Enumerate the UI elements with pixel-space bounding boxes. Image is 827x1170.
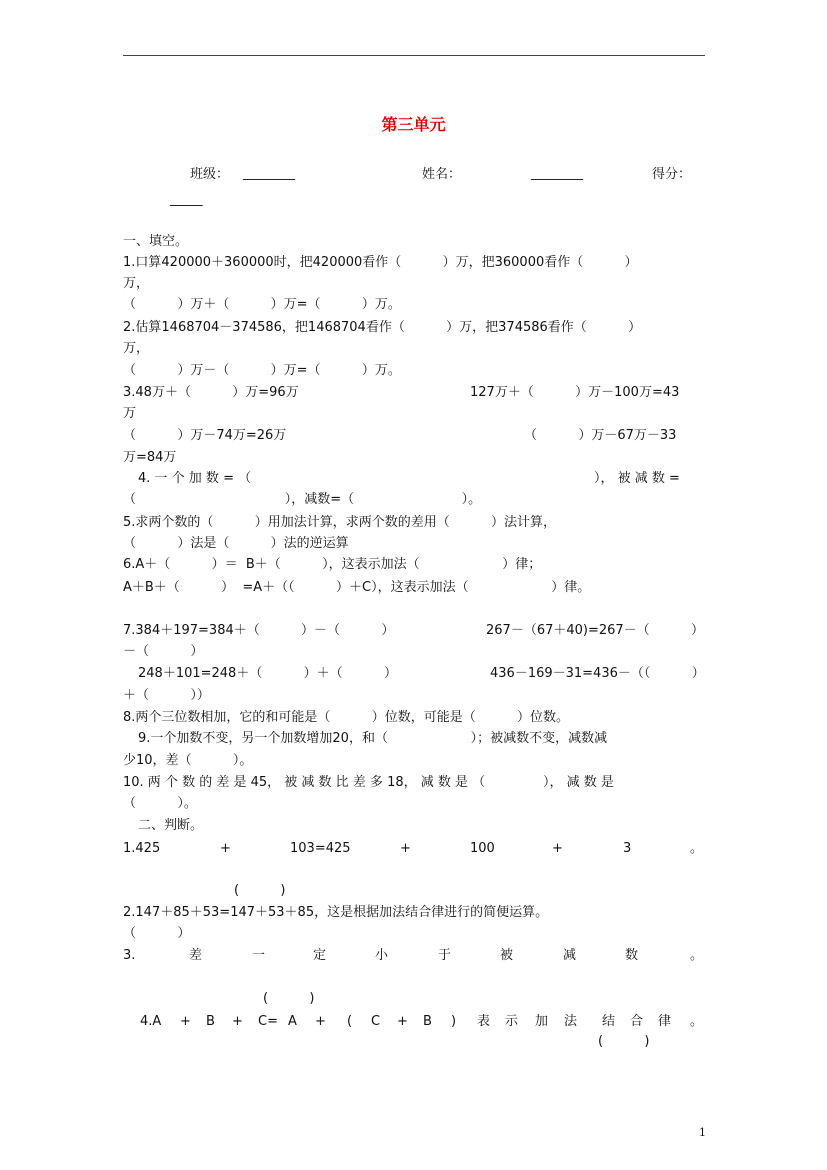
question-6: 6.A＋（ ）＝ B＋（ ），这表示加法（ ）律； xyxy=(123,557,542,572)
judge-1-answer: ( ) xyxy=(234,883,286,898)
judge-1-part: + xyxy=(552,841,563,856)
judge-4-part: B xyxy=(206,1014,215,1029)
name-label: 姓名： xyxy=(422,167,462,182)
header-rule xyxy=(123,55,705,56)
judge-4-part: ) xyxy=(451,1014,457,1029)
judge-4-part: 。 xyxy=(690,1014,704,1029)
judge-2-answer: （ ） xyxy=(123,926,191,941)
question-7-right: 267－（67＋40)=267－（ ） xyxy=(486,623,704,638)
page-number: 1 xyxy=(699,1126,706,1139)
judge-3-part: 被 xyxy=(500,948,514,963)
judge-4-part: 律 xyxy=(658,1014,672,1029)
judge-1-part: 3 xyxy=(623,841,632,856)
judge-2: 2.147＋85＋53=147＋53＋85，这是根据加法结合律进行的简便运算。 xyxy=(123,905,549,920)
judge-3-part: 于 xyxy=(438,948,452,963)
judge-3-part: 定 xyxy=(313,948,327,963)
question-7-cont: 248＋101=248＋（ ）＋（ ） xyxy=(138,666,397,681)
judge-4-part: ( xyxy=(347,1014,353,1029)
question-4: 4. 一 个 加 数 = （ xyxy=(138,471,252,486)
question-1-cont: （ ）万＋（ ）万=（ ）万。 xyxy=(123,297,401,312)
judge-1-part: + xyxy=(400,841,411,856)
question-3: 3.48万＋（ ）万=96万 xyxy=(123,385,299,400)
score-label: 得分： xyxy=(652,167,692,182)
question-7-right: 436－169－31=436－（（ ） xyxy=(490,666,705,681)
question-4-cont: （ ），减数=（ ）。 xyxy=(123,492,482,507)
section-heading-fill: 一、填空。 xyxy=(123,234,189,249)
judge-4-part: 结 xyxy=(602,1014,616,1029)
judge-3-part: 小 xyxy=(375,948,389,963)
question-10-cont: （ ）。 xyxy=(123,796,197,811)
judge-4-part: 4.A xyxy=(140,1014,162,1029)
judge-4-part: + xyxy=(232,1014,243,1029)
judge-4-part: C= xyxy=(258,1014,278,1029)
judge-4-part: 法 xyxy=(564,1014,578,1029)
question-7-cont: －（ ） xyxy=(123,644,204,659)
question-6-cont: A＋B＋（ ） =A＋（（ ）＋C），这表示加法（ ）律。 xyxy=(123,580,591,595)
judge-4-part: 表 xyxy=(477,1014,491,1029)
judge-3-part: 减 xyxy=(563,948,577,963)
judge-4-part: 示 xyxy=(505,1014,519,1029)
judge-1-part: 1.425 xyxy=(123,841,161,856)
question-5: 5.求两个数的（ ）用加法计算，求两个数的差用（ ）法计算， xyxy=(123,515,557,530)
name-blank: ________ xyxy=(531,166,583,181)
question-10: 10. 两 个 数 的 差 是 45， 被 减 数 比 差 多 18， 减 数 是 （ ）， 减 数 是 xyxy=(123,775,614,790)
question-4-right: ）， 被 减 数 = xyxy=(594,471,680,486)
question-2-cont: （ ）万－（ ）万=（ ）万。 xyxy=(123,363,401,378)
question-2-cont: 万， xyxy=(123,341,150,356)
question-3-right: （ ）万－67万－33 xyxy=(524,428,677,443)
judge-1-part: 100 xyxy=(470,841,495,856)
section-heading-judge: 二、判断。 xyxy=(138,818,204,833)
question-3-cont: 万=84万 xyxy=(123,450,177,465)
question-8: 8.两个三位数相加，它的和可能是（ ）位数，可能是（ ）位数。 xyxy=(123,710,570,725)
judge-3-answer: ( ) xyxy=(263,991,315,1006)
class-label: 班级： xyxy=(190,167,230,182)
question-7: 7.384＋197=384＋（ ）－（ ） xyxy=(123,623,395,638)
judge-4-part: 合 xyxy=(630,1014,644,1029)
judge-4-part: + xyxy=(397,1014,408,1029)
question-7-cont: ＋（ ）） xyxy=(123,688,210,703)
question-1: 1.口算420000＋360000时，把420000看作（ ）万，把360000看作（ ） xyxy=(123,255,638,270)
judge-1-part: 。 xyxy=(690,841,704,856)
class-blank: ________ xyxy=(243,166,295,181)
judge-3-part: 3. xyxy=(123,948,136,963)
judge-3-part: 差 xyxy=(189,948,203,963)
page-title: 第三单元 xyxy=(381,115,446,134)
question-3-cont: （ ）万－74万=26万 xyxy=(123,428,287,443)
judge-4-part: + xyxy=(315,1014,326,1029)
judge-3-part: 。 xyxy=(690,948,704,963)
question-5-cont: （ ）法是（ ）法的逆运算 xyxy=(123,536,349,551)
score-blank: _____ xyxy=(170,192,203,207)
judge-4-part: C xyxy=(371,1014,381,1029)
question-9: 9.一个加数不变，另一个加数增加20，和（ ）；被减数不变，减数减 xyxy=(138,731,608,746)
judge-3-part: 数 xyxy=(625,948,639,963)
judge-4-part: + xyxy=(180,1014,191,1029)
question-3-cont: 万 xyxy=(123,406,137,421)
judge-1-part: 103=425 xyxy=(290,841,351,856)
judge-3-part: 一 xyxy=(252,948,266,963)
question-9-cont: 少10，差（ ）。 xyxy=(123,753,253,768)
judge-4-part: 加 xyxy=(535,1014,549,1029)
judge-4-answer: ( ) xyxy=(598,1034,650,1049)
question-1-cont: 万， xyxy=(123,276,150,291)
judge-1-part: + xyxy=(220,841,231,856)
question-2: 2.估算1468704－374586，把1468704看作（ ）万，把374586看作（ ） xyxy=(123,320,642,335)
judge-4-part: A xyxy=(288,1014,297,1029)
question-3-right: 127万＋（ ）万－100万=43 xyxy=(470,385,680,400)
judge-4-part: B xyxy=(423,1014,432,1029)
